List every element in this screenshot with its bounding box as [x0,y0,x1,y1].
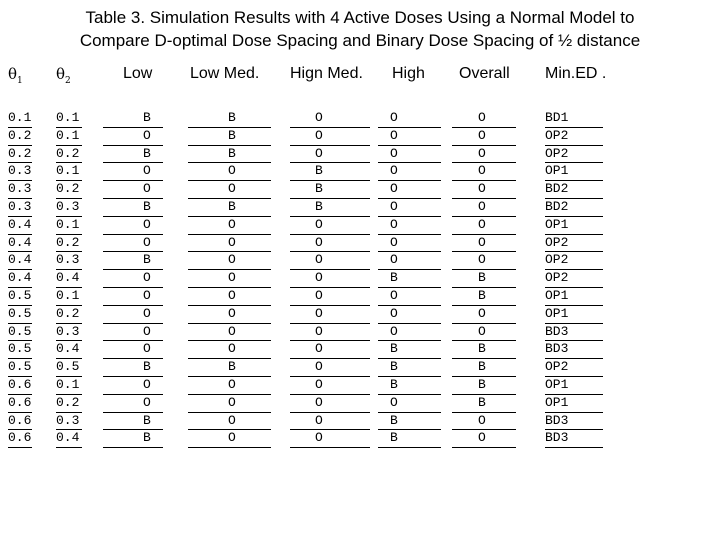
theta1-cell: 0.5 [8,324,32,342]
overall-cell: O [452,235,516,253]
header-overall: Overall [459,65,510,82]
theta2-cell: 0.3 [56,413,82,431]
table-body [0,110,720,448]
table-row [0,430,720,448]
low-cell: O [103,324,163,342]
low-cell: B [103,252,163,270]
theta2-cell: 0.4 [56,341,82,359]
high-med-cell: O [290,359,370,377]
table-row [0,163,720,181]
min-ed-cell: BD2 [545,199,603,217]
min-ed-cell: OP1 [545,163,603,181]
min-ed-cell: OP2 [545,235,603,253]
table-row [0,128,720,146]
table-title [0,6,720,52]
theta1-cell: 0.4 [8,252,32,270]
min-ed-cell: OP2 [545,359,603,377]
title-line-2: Compare D-optimal Dose Spacing and Binary Dose Spacing of ½ distance [79,31,641,50]
high-med-cell: O [290,413,370,431]
high-cell: B [378,270,441,288]
header-high: High [392,65,425,82]
high-med-cell: O [290,146,370,164]
overall-cell: O [452,110,516,128]
low-med-cell: O [188,413,271,431]
high-cell: B [378,413,441,431]
header-low: Low [123,65,153,82]
min-ed-cell: BD3 [545,324,603,342]
theta2-cell: 0.2 [56,181,82,199]
table-row [0,110,720,128]
header-min-ed: Min.ED . [545,65,607,82]
low-med-cell: O [188,377,271,395]
high-med-cell: O [290,217,370,235]
low-cell: O [103,288,163,306]
low-cell: O [103,235,163,253]
theta2-cell: 0.2 [56,306,82,324]
min-ed-cell: BD1 [545,110,603,128]
high-med-cell: O [290,306,370,324]
high-cell: O [378,306,441,324]
high-cell: O [378,199,441,217]
overall-cell: O [452,430,516,448]
overall-cell: O [452,146,516,164]
table-row [0,306,720,324]
theta2-cell: 0.1 [56,163,82,181]
high-cell: B [378,341,441,359]
high-med-cell: O [290,270,370,288]
table-row [0,217,720,235]
high-med-cell: B [290,181,370,199]
low-cell: O [103,181,163,199]
theta1-cell: 0.4 [8,235,32,253]
high-med-cell: O [290,341,370,359]
high-med-cell: O [290,110,370,128]
low-cell: O [103,377,163,395]
theta1-cell: 0.5 [8,359,32,377]
min-ed-cell: OP2 [545,270,603,288]
theta1-cell: 0.3 [8,199,32,217]
high-cell: O [378,252,441,270]
theta2-cell: 0.4 [56,430,82,448]
low-cell: B [103,359,163,377]
overall-cell: O [452,413,516,431]
high-med-cell: O [290,430,370,448]
header-theta1: $\theta_1$ [8,65,23,86]
min-ed-cell: OP2 [545,252,603,270]
low-med-cell: B [188,110,271,128]
low-med-cell: O [188,306,271,324]
theta1-cell: 0.2 [8,128,32,146]
overall-cell: O [452,252,516,270]
high-cell: O [378,288,441,306]
table-row [0,395,720,413]
theta2-cell: 0.3 [56,324,82,342]
table-row [0,324,720,342]
table-row [0,359,720,377]
high-med-cell: O [290,395,370,413]
theta1-cell: 0.3 [8,181,32,199]
high-cell: O [378,110,441,128]
theta1-cell: 0.6 [8,413,32,431]
high-cell: O [378,217,441,235]
theta1-cell: 0.6 [8,395,32,413]
theta2-cell: 0.1 [56,110,82,128]
low-cell: B [103,430,163,448]
theta2-cell: 0.5 [56,359,82,377]
high-med-cell: O [290,128,370,146]
theta2-cell: 0.1 [56,377,82,395]
high-cell: O [378,128,441,146]
low-cell: O [103,217,163,235]
low-cell: O [103,341,163,359]
min-ed-cell: BD3 [545,430,603,448]
theta2-cell: 0.2 [56,395,82,413]
theta2-cell: 0.1 [56,288,82,306]
theta1-cell: 0.4 [8,270,32,288]
theta1-cell: 0.1 [8,110,32,128]
low-med-cell: O [188,217,271,235]
theta2-cell: 0.2 [56,235,82,253]
low-cell: B [103,413,163,431]
table-row [0,199,720,217]
low-med-cell: O [188,252,271,270]
table-row [0,341,720,359]
high-cell: O [378,395,441,413]
theta1-cell: 0.5 [8,288,32,306]
overall-cell: B [452,288,516,306]
low-cell: O [103,270,163,288]
overall-cell: B [452,359,516,377]
min-ed-cell: OP2 [545,146,603,164]
theta1-cell: 0.6 [8,430,32,448]
high-cell: O [378,235,441,253]
low-cell: O [103,306,163,324]
theta1-cell: 0.5 [8,341,32,359]
table-row [0,288,720,306]
min-ed-cell: OP1 [545,288,603,306]
table-row [0,413,720,431]
high-med-cell: O [290,324,370,342]
low-cell: O [103,163,163,181]
high-cell: B [378,377,441,395]
overall-cell: B [452,270,516,288]
low-cell: B [103,146,163,164]
low-med-cell: B [188,199,271,217]
theta2-cell: 0.4 [56,270,82,288]
theta2-cell: 0.2 [56,146,82,164]
high-cell: O [378,324,441,342]
table-row [0,377,720,395]
high-med-cell: O [290,377,370,395]
overall-cell: O [452,324,516,342]
high-med-cell: B [290,163,370,181]
low-med-cell: O [188,324,271,342]
low-cell: O [103,395,163,413]
header-low-med: Low Med. [190,65,260,82]
table-row [0,146,720,164]
high-cell: O [378,146,441,164]
low-med-cell: B [188,359,271,377]
theta2-cell: 0.3 [56,199,82,217]
overall-cell: O [452,306,516,324]
high-med-cell: B [290,199,370,217]
overall-cell: B [452,395,516,413]
theta1-cell: 0.5 [8,306,32,324]
theta2-cell: 0.3 [56,252,82,270]
low-med-cell: O [188,288,271,306]
low-cell: O [103,128,163,146]
min-ed-cell: OP1 [545,217,603,235]
table-row [0,181,720,199]
low-med-cell: O [188,341,271,359]
high-cell: B [378,430,441,448]
title-line-1: Table 3. Simulation Results with 4 Active Doses Using a Normal Model to [85,8,635,27]
theta1-cell: 0.4 [8,217,32,235]
min-ed-cell: OP2 [545,128,603,146]
low-med-cell: O [188,270,271,288]
table-header [0,65,720,87]
theta1-cell: 0.3 [8,163,32,181]
low-cell: B [103,110,163,128]
table-row [0,235,720,253]
min-ed-cell: BD3 [545,341,603,359]
low-med-cell: O [188,430,271,448]
low-med-cell: O [188,181,271,199]
min-ed-cell: BD2 [545,181,603,199]
header-high-med: Hign Med. [290,65,363,82]
low-med-cell: O [188,163,271,181]
overall-cell: O [452,199,516,217]
overall-cell: B [452,377,516,395]
min-ed-cell: OP1 [545,395,603,413]
theta2-cell: 0.1 [56,217,82,235]
low-med-cell: B [188,128,271,146]
low-med-cell: O [188,395,271,413]
min-ed-cell: BD3 [545,413,603,431]
high-med-cell: O [290,252,370,270]
high-med-cell: O [290,288,370,306]
table-row [0,252,720,270]
min-ed-cell: OP1 [545,377,603,395]
low-med-cell: O [188,235,271,253]
overall-cell: O [452,217,516,235]
table-row [0,270,720,288]
high-med-cell: O [290,235,370,253]
overall-cell: O [452,181,516,199]
high-cell: O [378,181,441,199]
low-med-cell: B [188,146,271,164]
high-cell: B [378,359,441,377]
low-cell: B [103,199,163,217]
theta1-cell: 0.6 [8,377,32,395]
theta1-cell: 0.2 [8,146,32,164]
theta2-cell: 0.1 [56,128,82,146]
overall-cell: B [452,341,516,359]
overall-cell: O [452,163,516,181]
min-ed-cell: OP1 [545,306,603,324]
high-cell: O [378,163,441,181]
header-theta2: $\theta_2$ [56,65,71,86]
overall-cell: O [452,128,516,146]
